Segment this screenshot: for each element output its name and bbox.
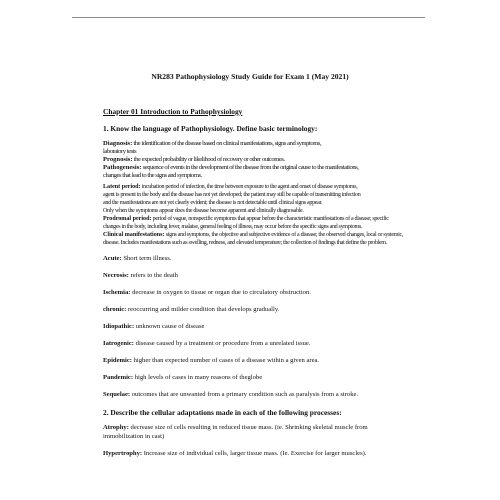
dense-row: Only when the symptoms appear does the disease become apparent and clinically diagnosable.	[103, 207, 304, 214]
header-rule	[72, 17, 425, 18]
term-necrosis: Necrosis: refers to the death	[103, 272, 178, 279]
term-acute: Acute: Short term illness.	[103, 255, 172, 262]
dense-row: changes in the body, including fever, malaise, general feeling of illness, may occur before the specific signs and symptoms.	[103, 223, 363, 230]
dense-row: Prodromal period: period of vague, nonspecific symptoms that appear before the characteristic manifestations of a disease; specific	[103, 215, 389, 222]
dense-row: Pathogenesis: sequence of events in the development of the disease from the original cause to the manifestations,	[103, 164, 359, 171]
term-ischemia: Ischemia: decrease in oxygen to tissue or organ due to circulatory obstruction.	[103, 289, 311, 296]
chapter-heading: Chapter 01 Introduction to Pathophysiology	[103, 107, 243, 116]
document-title: NR283 Pathophysiology Study Guide for Exam 1 (May 2021)	[151, 72, 349, 81]
term-pandemic: Pandemic: high levels of cases in many reasons of theglobe	[103, 374, 263, 381]
section-heading-terminology: 1. Know the language of Pathophysiology. Define basic terminology:	[103, 124, 318, 133]
term-idiopathic: Idiopathic: unknown cause of disease	[103, 323, 205, 330]
dense-row: Prognosis: the expected probability or likelihood of recovery or other outcomes.	[103, 156, 285, 163]
dense-row: Clinical manifestations: signs and symptoms, the objective and subjective evidence of a disease; the observed changes, local or systemic,	[103, 231, 404, 238]
term-epidemic: Epidemic: higher than expected number of cases of a disease within a given area.	[103, 357, 320, 364]
term-hypertrophy: Hypertrophy: Increase size of individual cells, larger tissue mass. (Ie. Exercise for larger muscles).	[103, 449, 367, 457]
term-atrophy: Atrophy: decrease size of cells resulting in reduced tissue mass. (ie. Shrinking skeletal muscle from immobilization in cast)	[103, 424, 368, 440]
dense-row: changes that lead to the signs and symptoms.	[103, 172, 202, 179]
document-body	[103, 107, 403, 467]
dense-row: agent is present in the body and the disease has not yet developed; the patient may still be capable of transmitting infection	[103, 191, 361, 198]
dense-definition-block	[103, 140, 403, 247]
section-heading-adaptations: 2. Describe the cellular adaptations made in each of the following processes:	[103, 408, 342, 417]
dense-row: Latent period: incubation period of infection, the time between exposure to the agent and onset of disease symptoms,	[103, 183, 358, 190]
term-iatrogenic: Iatrogenic: disease caused by a treatment or procedure from a unrelated issue.	[103, 340, 311, 347]
dense-row: Diagnosis: the identification of the disease based on clinical manifestations, signs and symptoms,	[103, 140, 322, 147]
dense-row: disease. Includes manifestations such as swelling, redness, and elevated temperature; the collection of findings that define the problem.	[103, 239, 387, 246]
dense-row: laboratory tests	[103, 148, 137, 155]
term-sequelae: Sequelae: outcomes that are unwanted from a primary condition such as paralysis from a stroke.	[103, 391, 359, 398]
dense-row: and the manifestations are not yet clearly evident; the disease is not detectable until clinical signs appear.	[103, 199, 323, 206]
term-chronic: chronic: reoccurring and milder condition that develops gradually.	[103, 306, 280, 313]
